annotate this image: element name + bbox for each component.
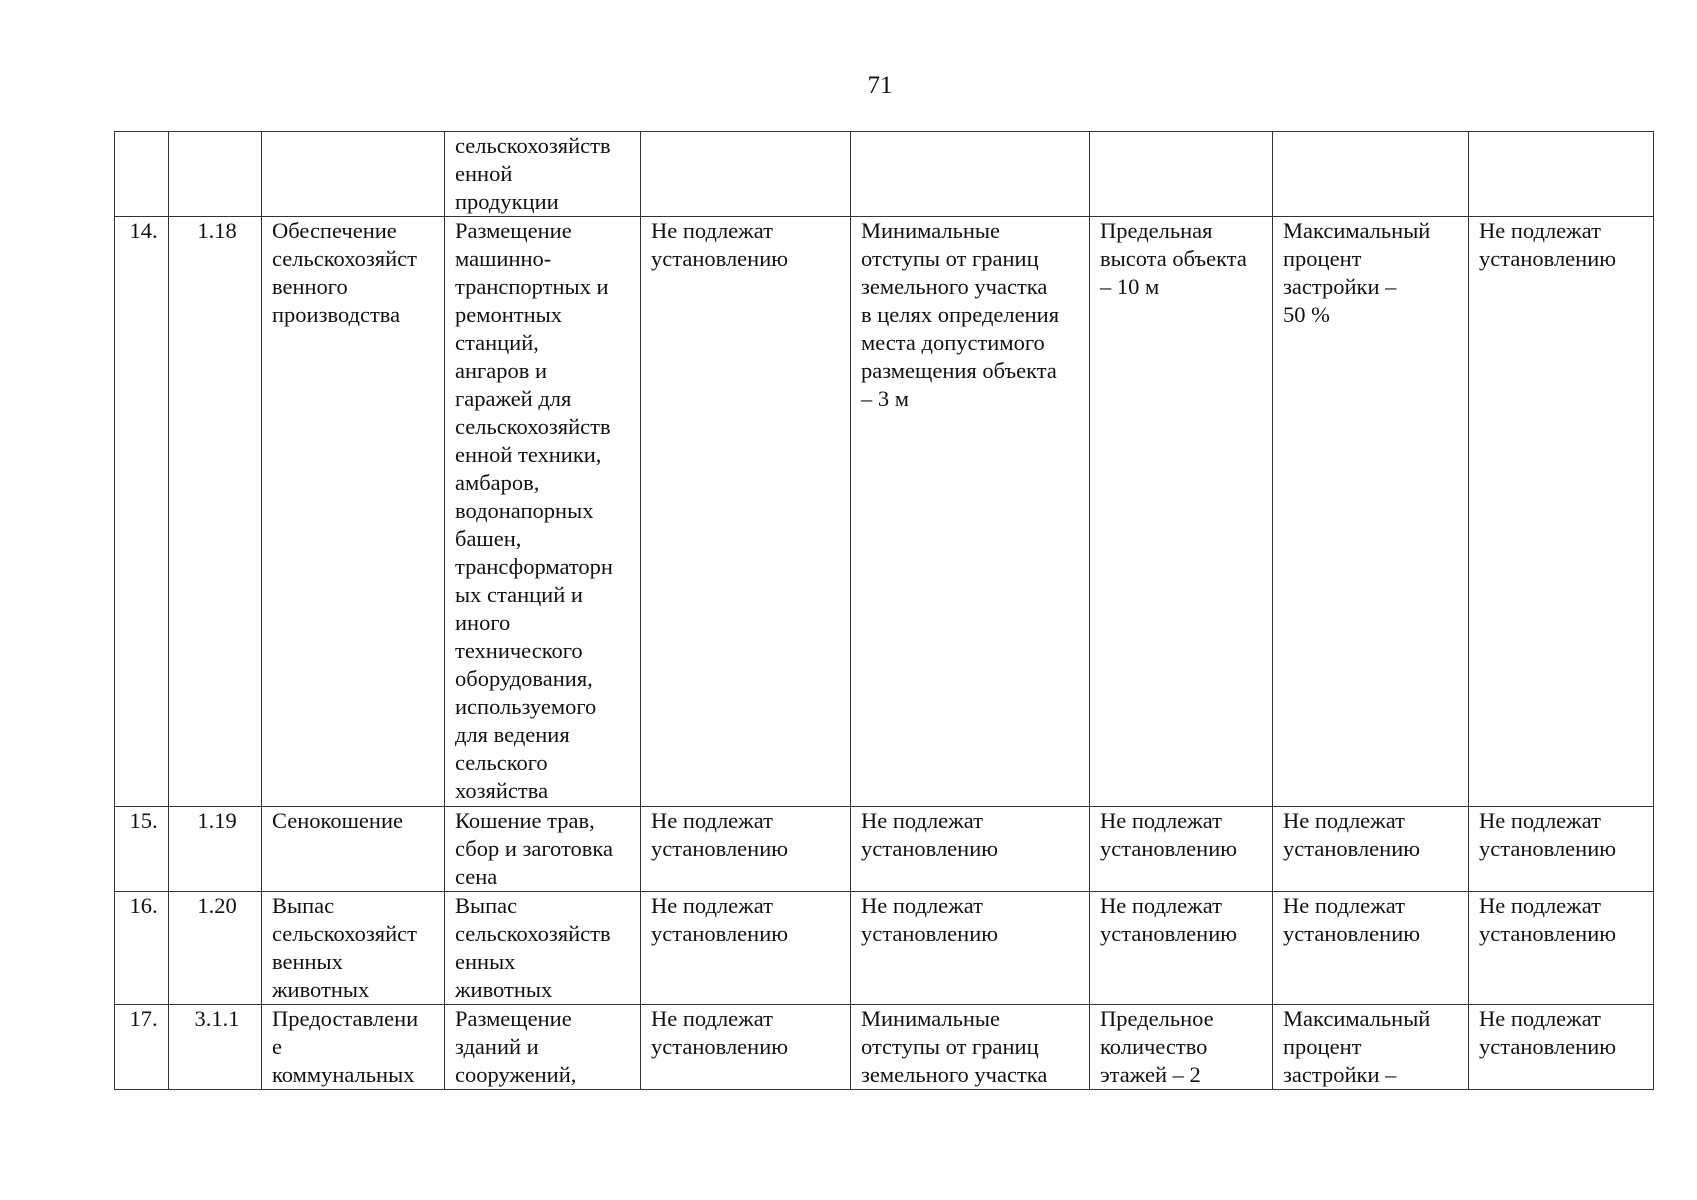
plot-size-cell: Не подлежат установлению xyxy=(641,1005,851,1090)
table-row xyxy=(115,807,1654,892)
other-params-cell: Не подлежат установлению xyxy=(1469,217,1654,807)
coverage-cell: Максимальный процент застройки – xyxy=(1273,1005,1469,1090)
code-cell: 3.1.1 xyxy=(169,1005,262,1090)
use-description-cell: Кошение трав, сбор и заготовка сена xyxy=(445,807,641,892)
table-row xyxy=(115,132,1654,217)
table-row xyxy=(115,892,1654,1005)
plot-size-cell: Не подлежат установлению xyxy=(641,217,851,807)
coverage-cell: Не подлежат установлению xyxy=(1273,807,1469,892)
setback-cell: Не подлежат установлению xyxy=(851,892,1090,1005)
row-number-cell: 16. xyxy=(115,892,169,1005)
row-number-cell: 17. xyxy=(115,1005,169,1090)
height-cell: Не подлежат установлению xyxy=(1090,892,1273,1005)
use-name-cell: Предоставлени е коммунальных xyxy=(262,1005,445,1090)
use-description-cell: сельскохозяйств енной продукции xyxy=(445,132,641,217)
coverage-cell: Не подлежат установлению xyxy=(1273,892,1469,1005)
other-params-cell: Не подлежат установлению xyxy=(1469,1005,1654,1090)
plot-size-cell: Не подлежат установлению xyxy=(641,807,851,892)
height-cell: Не подлежат установлению xyxy=(1090,807,1273,892)
coverage-cell xyxy=(1273,132,1469,217)
use-name-cell: Выпас сельскохозяйст венных животных xyxy=(262,892,445,1005)
table-row xyxy=(115,1005,1654,1090)
table-row xyxy=(115,217,1654,807)
code-cell: 1.19 xyxy=(169,807,262,892)
setback-cell: Минимальные отступы от границ земельного участка в целях определения места допустимого размещения объекта – 3 м xyxy=(851,217,1090,807)
row-number-cell xyxy=(115,132,169,217)
height-cell: Предельная высота объекта – 10 м xyxy=(1090,217,1273,807)
use-description-cell: Размещение зданий и сооружений, xyxy=(445,1005,641,1090)
other-params-cell xyxy=(1469,132,1654,217)
other-params-cell: Не подлежат установлению xyxy=(1469,892,1654,1005)
use-description-cell: Выпас сельскохозяйств енных животных xyxy=(445,892,641,1005)
plot-size-cell xyxy=(641,132,851,217)
zoning-table xyxy=(114,131,1654,1090)
use-name-cell: Сенокошение xyxy=(262,807,445,892)
height-cell xyxy=(1090,132,1273,217)
setback-cell: Минимальные отступы от границ земельного участка xyxy=(851,1005,1090,1090)
code-cell: 1.20 xyxy=(169,892,262,1005)
coverage-cell: Максимальный процент застройки – 50 % xyxy=(1273,217,1469,807)
code-cell: 1.18 xyxy=(169,217,262,807)
code-cell xyxy=(169,132,262,217)
row-number-cell: 14. xyxy=(115,217,169,807)
use-name-cell xyxy=(262,132,445,217)
use-description-cell: Размещение машинно- транспортных и ремонтных станций, ангаров и гаражей для сельскохозяйств енной техники, амбаров, водонапорных башен, трансформаторн ых станций и иного технического оборудования, используемого для ведения сельского хозяйства xyxy=(445,217,641,807)
plot-size-cell: Не подлежат установлению xyxy=(641,892,851,1005)
page-number: 71 xyxy=(867,72,893,99)
row-number-cell: 15. xyxy=(115,807,169,892)
use-name-cell: Обеспечение сельскохозяйст венного производства xyxy=(262,217,445,807)
setback-cell xyxy=(851,132,1090,217)
other-params-cell: Не подлежат установлению xyxy=(1469,807,1654,892)
setback-cell: Не подлежат установлению xyxy=(851,807,1090,892)
height-cell: Предельное количество этажей – 2 xyxy=(1090,1005,1273,1090)
